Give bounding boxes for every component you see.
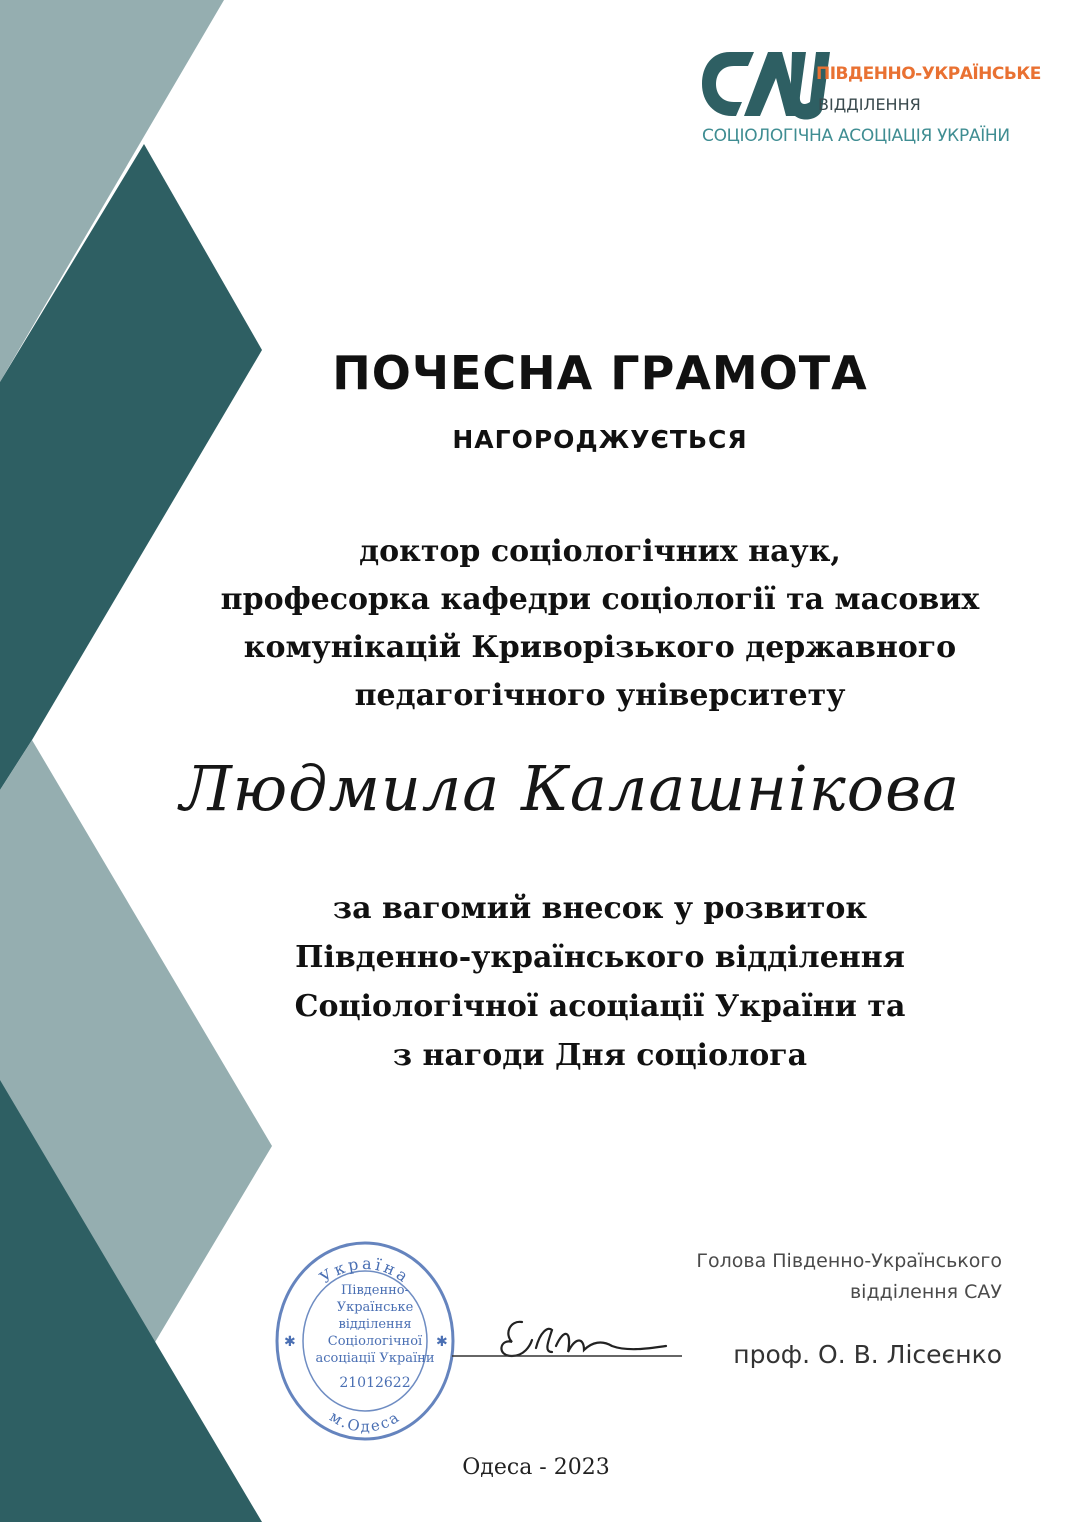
logo-mark-icon — [696, 44, 836, 124]
recipient-line: професорка кафедри соціології та масових — [220, 582, 980, 617]
recipient-description — [140, 528, 1060, 720]
handwritten-signature — [452, 1312, 692, 1372]
logo-line-2: ВІДДІЛЕННЯ — [818, 95, 921, 114]
recipient-line: педагогічного університету — [354, 678, 846, 713]
stamp-text — [300, 1282, 450, 1392]
reason-line: Соціологічної асоціації України та — [294, 989, 906, 1024]
award-reason — [140, 884, 1060, 1080]
stamp-line: Південно- — [340, 1283, 410, 1298]
reason-line: з нагоди Дня соціолога — [392, 1038, 808, 1073]
reason-line: Південно-українського відділення — [295, 940, 905, 975]
organization-logo — [696, 44, 1041, 156]
reason-line: за вагомий внесок у розвиток — [332, 891, 868, 926]
logo-line-1: ПІВДЕННО-УКРАЇНСЬКЕ — [816, 64, 1041, 84]
stamp-code: 21012622 — [339, 1375, 411, 1391]
recipient-name: Людмила Калашнікова — [179, 752, 961, 825]
stamp-line: Соціологічної — [327, 1334, 423, 1349]
signer-name: проф. О. В. Лісеєнко — [733, 1340, 1002, 1369]
svg-text:✱: ✱ — [284, 1334, 296, 1350]
certificate-title: ПОЧЕСНА ГРАМОТА — [332, 346, 868, 400]
stamp-line: відділення — [338, 1317, 412, 1332]
logo-line-3: СОЦІОЛОГІЧНА АСОЦІАЦІЯ УКРАЇНИ — [702, 126, 1010, 146]
recipient-line: комунікацій Криворізького державного — [243, 630, 957, 665]
certificate-subtitle: НАГОРОДЖУЄТЬСЯ — [452, 425, 748, 454]
signer-position — [696, 1246, 1002, 1308]
stamp-line: асоціації України — [315, 1351, 435, 1366]
signer-position-line: відділення САУ — [849, 1281, 1002, 1303]
recipient-line: доктор соціологічних наук, — [359, 534, 841, 569]
place-and-date: Одеса - 2023 — [462, 1455, 610, 1480]
signer-position-line: Голова Південно-Українського — [696, 1250, 1002, 1272]
stamp-line: Українське — [336, 1300, 414, 1315]
stamp-bottom-arc: м.Одеса — [326, 1407, 404, 1436]
stamp-top-arc: Україна — [316, 1253, 415, 1288]
svg-text:✱: ✱ — [436, 1334, 448, 1350]
